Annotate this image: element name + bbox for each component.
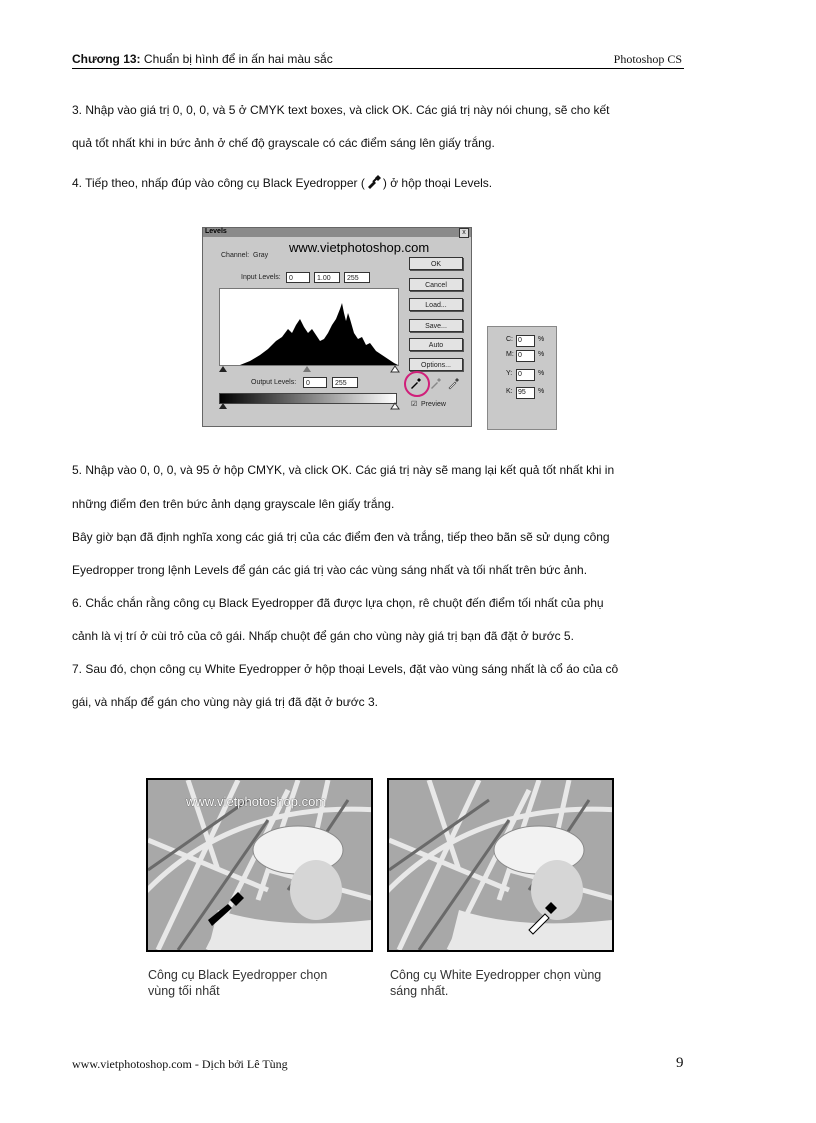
eyedropper-inline-icon (365, 173, 383, 187)
caption-left-line: vùng tối nhất (148, 984, 220, 998)
dialog-titlebar (203, 228, 471, 237)
photo-watermark: www.vietphotoshop.com (186, 794, 327, 809)
cmyk-unit: % (538, 388, 545, 395)
page-number: 9 (676, 1055, 684, 1071)
preview-checkbox[interactable]: ☑ (411, 401, 418, 408)
channel-select[interactable]: Gray (253, 252, 269, 259)
ok-button[interactable]: OK (409, 257, 463, 270)
cmyk-value-c[interactable]: 0 (516, 335, 535, 347)
paragraph-line: 3. Nhập vào giá trị 0, 0, 0, và 5 ở CMYK text boxes, và click OK. Các giá trị này nói chung, sẽ cho kết (72, 103, 610, 117)
paragraph-line: quả tốt nhất khi in bức ảnh ở chế độ grayscale có các điểm sáng lên giấy trắng. (72, 136, 495, 150)
output-level-black[interactable]: 0 (303, 377, 327, 388)
paragraph-line: 6. Chắc chắn rằng công cụ Black Eyedropper đã được lựa chọn, rê chuột đến điểm tối nhất của phụ (72, 596, 604, 610)
cmyk-key: C: (506, 336, 513, 343)
cmyk-value-m[interactable]: 0 (516, 350, 535, 362)
photo-white-eyedropper (387, 778, 614, 952)
caption-left (148, 967, 327, 999)
output-sliders[interactable] (215, 402, 401, 410)
cmyk-row-k (494, 387, 554, 399)
paragraph-line: 7. Sau đó, chọn công cụ White Eyedropper ở hộp thoại Levels, đặt vào vùng sáng nhất là cổ áo của cô (72, 662, 619, 676)
input-level-gamma[interactable]: 1.00 (314, 272, 340, 283)
cmyk-key: M: (506, 351, 514, 358)
cmyk-key: K: (506, 388, 513, 395)
caption-left-line: Công cụ Black Eyedropper chọn (148, 968, 328, 982)
paragraph-line (72, 173, 492, 191)
cmyk-value-k[interactable]: 95 (516, 387, 535, 399)
step4-text-end: ) ở hộp thoại Levels. (382, 176, 493, 190)
paragraph-line: gái, và nhấp để gán cho vùng này giá trị đã đặt ở bước 3. (72, 695, 378, 709)
product-name: Photoshop CS (613, 52, 682, 66)
white-eyedropper-icon[interactable] (447, 376, 461, 390)
close-button[interactable]: x (459, 228, 469, 238)
options-button[interactable]: Options... (409, 358, 463, 371)
cmyk-key: Y: (506, 370, 513, 377)
cmyk-unit: % (538, 351, 545, 358)
levels-dialog (202, 227, 472, 427)
dialog-title: Levels (205, 228, 227, 235)
caption-right-line: sáng nhất. (390, 984, 449, 998)
cmyk-row-c (494, 335, 554, 347)
photo-black-eyedropper (146, 778, 373, 952)
paragraph-line: Eyedropper trong lệnh Levels để gán các giá trị vào các vùng sáng nhất và tối nhất trên bức ảnh. (72, 563, 588, 577)
footer-text: www.vietphotoshop.com - Dịch bởi Lê Tùng (72, 1057, 288, 1071)
caption-right (390, 967, 601, 999)
save-button[interactable]: Save... (409, 319, 463, 332)
watermark: www.vietphotoshop.com (289, 240, 430, 255)
cmyk-value-y[interactable]: 0 (516, 369, 535, 381)
output-level-white[interactable]: 255 (332, 377, 358, 388)
preview-label: Preview (421, 401, 446, 408)
chapter-heading (72, 52, 333, 66)
chapter-title: Chuẩn bị hình để in ấn hai màu sắc (140, 52, 333, 66)
chapter-label: Chương 13: (72, 52, 141, 66)
paragraph-line: Bây giờ bạn đã định nghĩa xong các giá trị của các điểm đen và trắng, tiếp theo bãn sẽ sử dụng công (72, 530, 610, 544)
auto-button[interactable]: Auto (409, 338, 463, 351)
step4-text: 4. Tiếp theo, nhấp đúp vào công cụ Black Eyedropper ( (72, 176, 365, 190)
input-sliders[interactable] (215, 365, 401, 373)
cmyk-panel (487, 326, 557, 430)
input-level-black[interactable]: 0 (286, 272, 310, 283)
channel-label: Channel: (221, 252, 250, 259)
output-levels-label: Output Levels: (251, 379, 297, 386)
cmyk-row-y (494, 369, 554, 381)
input-level-white[interactable]: 255 (344, 272, 370, 283)
histogram (219, 288, 399, 366)
paragraph-line: 5. Nhập vào 0, 0, 0, và 95 ở hộp CMYK, và click OK. Các giá trị này sẽ mang lại kết quả tốt nhất khi in (72, 463, 615, 477)
cmyk-row-m (494, 350, 554, 362)
black-eyedropper-icon[interactable] (409, 376, 423, 390)
paragraph-line: những điểm đen trên bức ảnh dạng grayscale lên giấy trắng. (72, 497, 395, 511)
cmyk-unit: % (538, 370, 545, 377)
cmyk-unit: % (538, 336, 545, 343)
caption-right-line: Công cụ White Eyedropper chọn vùng (390, 968, 602, 982)
paragraph-line: cảnh là vị trí ở cùi trỏ của cô gái. Nhấp chuột để gán cho vùng này giá trị bạn đã đặt ở bước 5. (72, 629, 574, 643)
gray-eyedropper-icon[interactable] (429, 376, 443, 390)
histogram-curve (220, 303, 398, 365)
page-header (72, 52, 684, 69)
cancel-button[interactable]: Cancel (409, 278, 463, 291)
load-button[interactable]: Load... (409, 298, 463, 311)
input-levels-label: Input Levels: (241, 274, 281, 281)
